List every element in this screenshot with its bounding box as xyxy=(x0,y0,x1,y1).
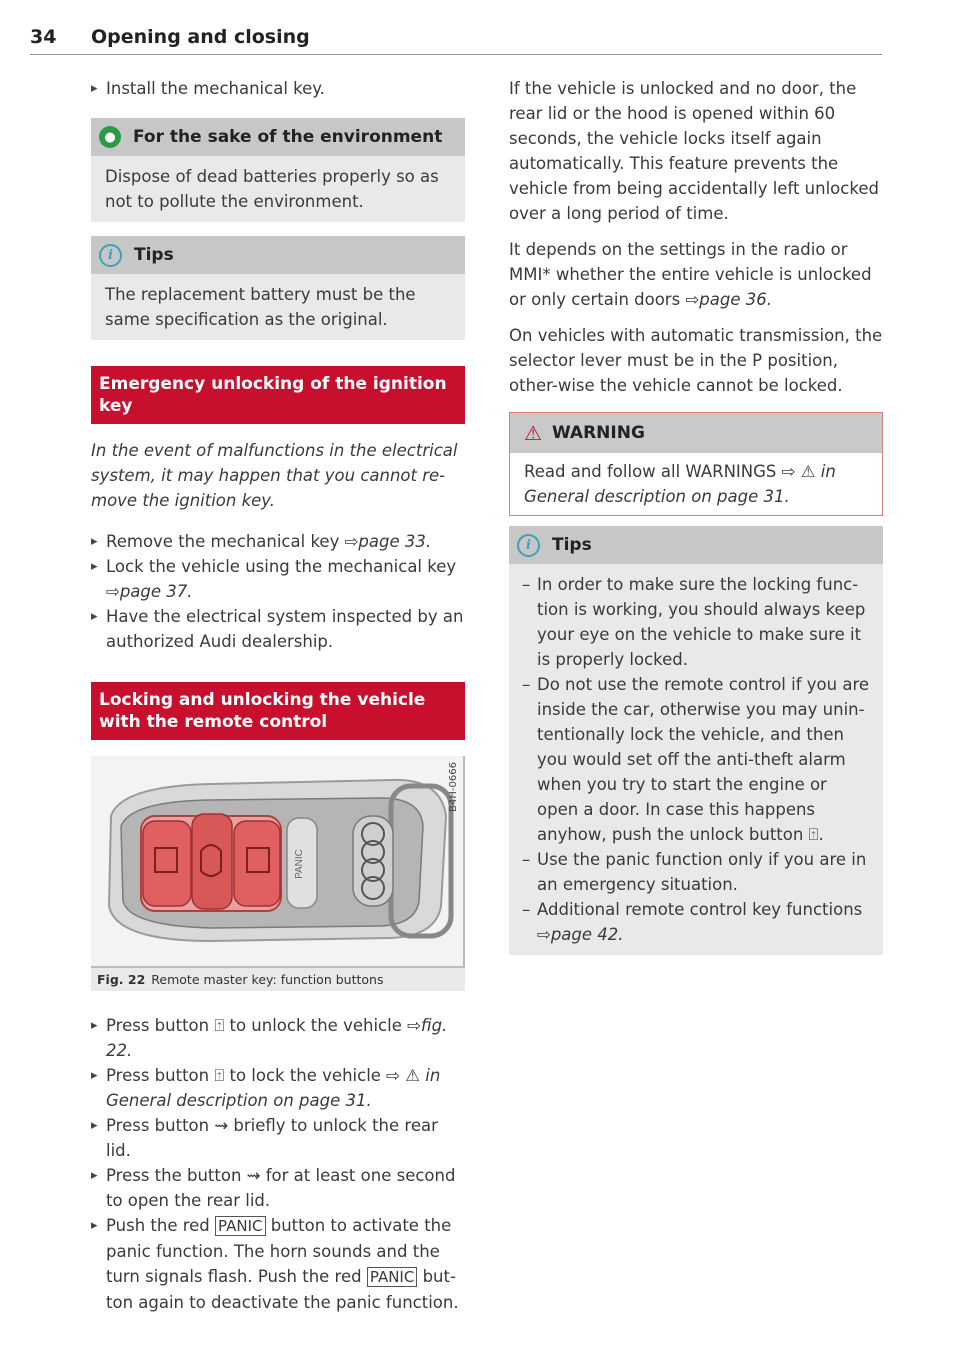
install-key-step: ▸ Install the mechanical key. xyxy=(91,76,465,101)
tips-box-title: Tips xyxy=(134,245,174,265)
tips-box-2 xyxy=(509,526,883,955)
info-icon: i xyxy=(99,244,122,267)
unlock-button xyxy=(143,821,191,906)
warning-title: WARNING xyxy=(551,423,645,443)
section-title: Opening and closing xyxy=(91,26,310,48)
settings-paragraph: It depends on the settings in the radio or MMI* whether the entire vehicle is unlocked or only certain doors ⇨page 36. xyxy=(509,240,872,309)
left-column xyxy=(91,76,465,1315)
page-number: 34 xyxy=(30,26,57,48)
environment-box-body: Dispose of dead batteries properly so as not to pollute the environment. xyxy=(105,167,439,211)
emergency-step: ▸ Remove the mechanical key ⇨page 33. xyxy=(91,529,465,554)
figure-code: B4H-0666 xyxy=(448,762,459,812)
lock-button xyxy=(234,821,280,906)
environment-box-title: For the sake of the environment xyxy=(133,127,443,147)
environment-box-header xyxy=(91,118,465,156)
remote-step: ▸ Press button ⍐ to unlock the vehicle ⇨fig. 22. xyxy=(91,1013,465,1063)
emergency-intro: In the event of malfunctions in the electrical system, it may happen that you cannot re-move the ignition key. xyxy=(91,441,458,510)
auto-lock-paragraph: If the vehicle is unlocked and no door, the rear lid or the hood is opened within 60 seconds, the vehicle locks itself again automatically. This feature prevents the vehicle from being accidentally left unlocked over a long period of time. xyxy=(509,79,879,223)
emergency-step: ▸ Lock the vehicle using the mechanical key ⇨page 37. xyxy=(91,554,465,604)
environment-box xyxy=(91,118,465,222)
panic-label: PANIC xyxy=(294,849,305,879)
figure-caption: Fig. 22 Remote master key: function buttons xyxy=(91,968,465,991)
warning-box xyxy=(509,412,883,516)
remote-step: ▸ Press button ⍐ to lock the vehicle ⇨ ⚠ in General description on page 31. xyxy=(91,1063,465,1113)
tips-box-body: The replacement battery must be the same specification as the original. xyxy=(105,285,416,329)
transmission-paragraph: On vehicles with automatic transmission, the selector lever must be in the P position, other-wise the vehicle cannot be locked. xyxy=(509,326,883,395)
remote-key-illustration xyxy=(91,756,463,966)
page-header xyxy=(30,22,882,55)
remote-heading: Locking and unlocking the vehicle with the remote control xyxy=(91,682,465,740)
warning-box-header xyxy=(510,413,882,453)
remote-step: ▸ Push the red PANIC button to activate the panic function. The horn sounds and the turn signals flash. Push the red PANIC but-ton again to deactivate the panic function. xyxy=(91,1213,465,1315)
emergency-step: ▸ Have the electrical system inspected by an authorized Audi dealership. xyxy=(91,604,465,654)
warning-icon: ⚠ xyxy=(524,421,542,445)
tips-box xyxy=(91,236,465,340)
audi-logo xyxy=(353,816,393,906)
tip-item: – In order to make sure the locking func-tion is working, you should always keep your eye on the vehicle to make sure it is properly locked. xyxy=(509,572,869,672)
right-column xyxy=(509,76,883,955)
remote-step: ▸ Press button ⇝ briefly to unlock the rear lid. xyxy=(91,1113,465,1163)
info-icon: i xyxy=(517,534,540,557)
leaf-icon: ● xyxy=(99,126,121,148)
remote-key-figure xyxy=(91,756,465,968)
tip-item: – Do not use the remote control if you are inside the car, otherwise you may unin-tentionally lock the vehicle, and then you would set off the anti-theft alarm when you try to start the engine or open a door. In case this happens anyhow, push the unlock button ⍐. xyxy=(509,672,869,847)
remote-step: ▸ Press the button ⇝ for at least one second to open the rear lid. xyxy=(91,1163,465,1213)
tips-box-2-title: Tips xyxy=(552,535,592,555)
emergency-heading: Emergency unlocking of the ignition key xyxy=(91,366,465,424)
warning-body: Read and follow all WARNINGS ⇨ ⚠ in General description on page 31. xyxy=(524,462,836,506)
tip-item: – Use the panic function only if you are in an emergency situation. xyxy=(509,847,869,897)
tips-box-2-header xyxy=(509,526,883,564)
tips-box-header xyxy=(91,236,465,274)
rear-lid-button xyxy=(192,814,232,909)
tip-item: – Additional remote control key functions ⇨page 42. xyxy=(509,897,869,947)
